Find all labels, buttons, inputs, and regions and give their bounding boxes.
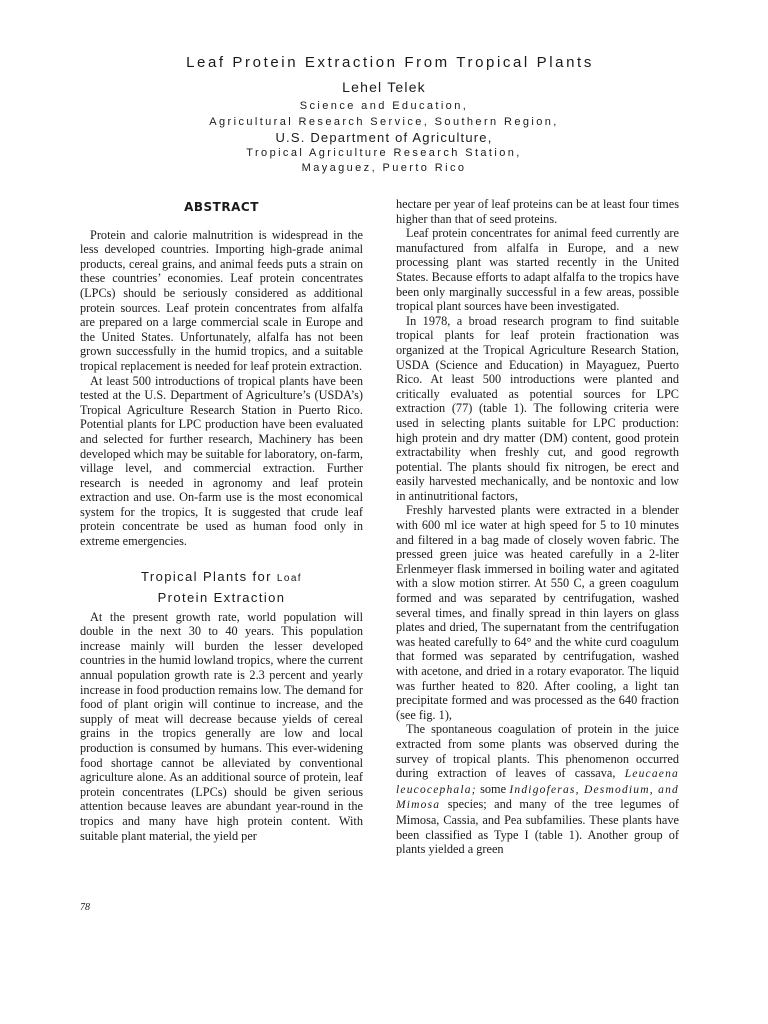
section-heading (80, 567, 363, 607)
affiliation-line: Science and Education, (299, 100, 469, 112)
affiliation-line: Mayaguez, Puerto Rico (301, 162, 467, 174)
right-column (396, 197, 679, 857)
section-heading-text: Protein Extraction (157, 589, 286, 605)
body-paragraph: Leaf protein concentrates for animal feed currently are manufactured from alfalfa in Europe, and a new processing plant was started recently in the United States. Because efforts to adapt alfalfa to the tropics have been only marginally successful in a few areas, possible tropical plant sources have been investigated. (396, 226, 679, 314)
body-paragraph (396, 722, 679, 856)
affiliation-line: Agricultural Research Service, Southern Region, (209, 115, 559, 128)
body-text: The spontaneous coagulation of protein in the juice extracted from some plants was observed during the survey of tropical plants. This phenomenon occurred during extraction of leaves of cassava, (396, 722, 679, 781)
body-paragraph: In 1978, a broad research program to find suitable tropical plants for leaf protein fractionation was organized at the Tropical Agriculture Research Station, USDA (Science and Education) in Mayaguez, Puerto Rico. At least 500 introductions were planted and critically evaluated as potential sources for LPC extraction (77) (table 1). The following criteria were used in selecting plants suitable for LPC production: high protein and dry matter (DM) content, good protein extractability when freshly cut, and good regrowth potential. The plants should fix nitrogen, be erect and easily harvested mechanically, and be nontoxic and low in antinutritional factors, (396, 313, 679, 503)
body-paragraph: hectare per year of leaf proteins can be at least four times higher than that of seed proteins. (396, 197, 679, 226)
section-heading-text: Loaf (276, 572, 302, 584)
section-heading-text: Tropical Plants for (141, 568, 272, 584)
left-column (80, 197, 363, 843)
page-number: 78 (80, 902, 90, 913)
paper-title: Leaf Protein Extraction From Tropical Plants (186, 54, 594, 71)
species-name: Leucaena leucocephala; (396, 768, 679, 796)
body-text: some (480, 781, 507, 796)
affiliation-line: U.S. Department of Agriculture, (275, 130, 493, 145)
abstract-paragraph: At least 500 introductions of tropical plants have been tested at the U.S. Department of Agriculture’s (USDA’s) Tropical Agriculture Research Station in Puerto Rico. Potential plants for LPC production have been evaluated and selected for further research, Machinery has been developed which may be suitable for laboratory, on-farm, village level, and commercial extraction. Further research is needed in agronomy and leaf protein extraction and use. On-farm use is the most economical system for the tropics, It is suggested that crude leaf protein concentrate be used as human food only in extreme emergencies. (80, 373, 363, 549)
abstract-heading: ABSTRACT (184, 200, 259, 214)
species-name: Indigoferas, Desmodium, and Mimosa (396, 783, 679, 812)
body-text: species; and many of the tree legumes of Mimosa, Cassia, and Pea subfamilies. These plants have been classified as Type I (table 1). Another group of plants yielded a green (396, 797, 680, 857)
abstract-paragraph: Protein and calorie malnutrition is widespread in the less developed countries. Importing high-grade animal products, cereal grains, and animal feeds puts a strain on these countries’ economies. Leaf protein concentrates (LPCs) should be seriously considered as additional protein sources. Leaf protein concentrates from alfalfa are prepared on a large commercial scale in Europe and the United States. Unfortunately, alfalfa has not been grown successfully in the humid tropics, and a suitable tropical replacement is needed for leaf protein extraction. (80, 227, 363, 373)
body-paragraph: Freshly harvested plants were extracted in a blender with 600 ml ice water at high speed for 5 to 10 minutes and filtered in a bag made of closely woven fabric. The pressed green juice was heated carefully in a 2-liter Erlenmeyer flask immersed in boiling water and agitated with a slow motion stirrer. At 550 C, a green coagulum formed and was separated by centrifugation, washed several times, and finally spread in thin layers on glass plates and dried, The supernatant from the centrifugation was heated carefully to 64° and the white curd coagulum that formed was separated by centrifugation, washed with acetone, and dried in a rotary evaporator. The liquid was further heated to 820. After cooling, a light tan precipitate formed and was processed as the 640 fraction (see fig. 1), (396, 503, 679, 722)
paper-header (0, 54, 768, 177)
body-paragraph: At the present growth rate, world population will double in the next 30 to 40 years. This population increase mainly will burden the lesser developed countries in the humid lowland tropics, where the current annual population growth rate is 2.3 percent and yearly increase in food production remains low. The demand for food of plant origin will continue to increase, and the supply of meat will decrease because yields of cereal grains in the tropics generally are low and local production is consumed by humans. This ever-widening food shortage cannot be alleviated by conventional agriculture alone. As an additional source of protein, leaf protein concentrates (LPCs) should be given serious attention because leaves are abundant year-round in the tropics and many have high protein content. With suitable plant material, the yield per (80, 609, 363, 843)
affiliation-line: Tropical Agriculture Research Station, (246, 146, 522, 159)
author-name: Lehel Telek (342, 79, 426, 95)
